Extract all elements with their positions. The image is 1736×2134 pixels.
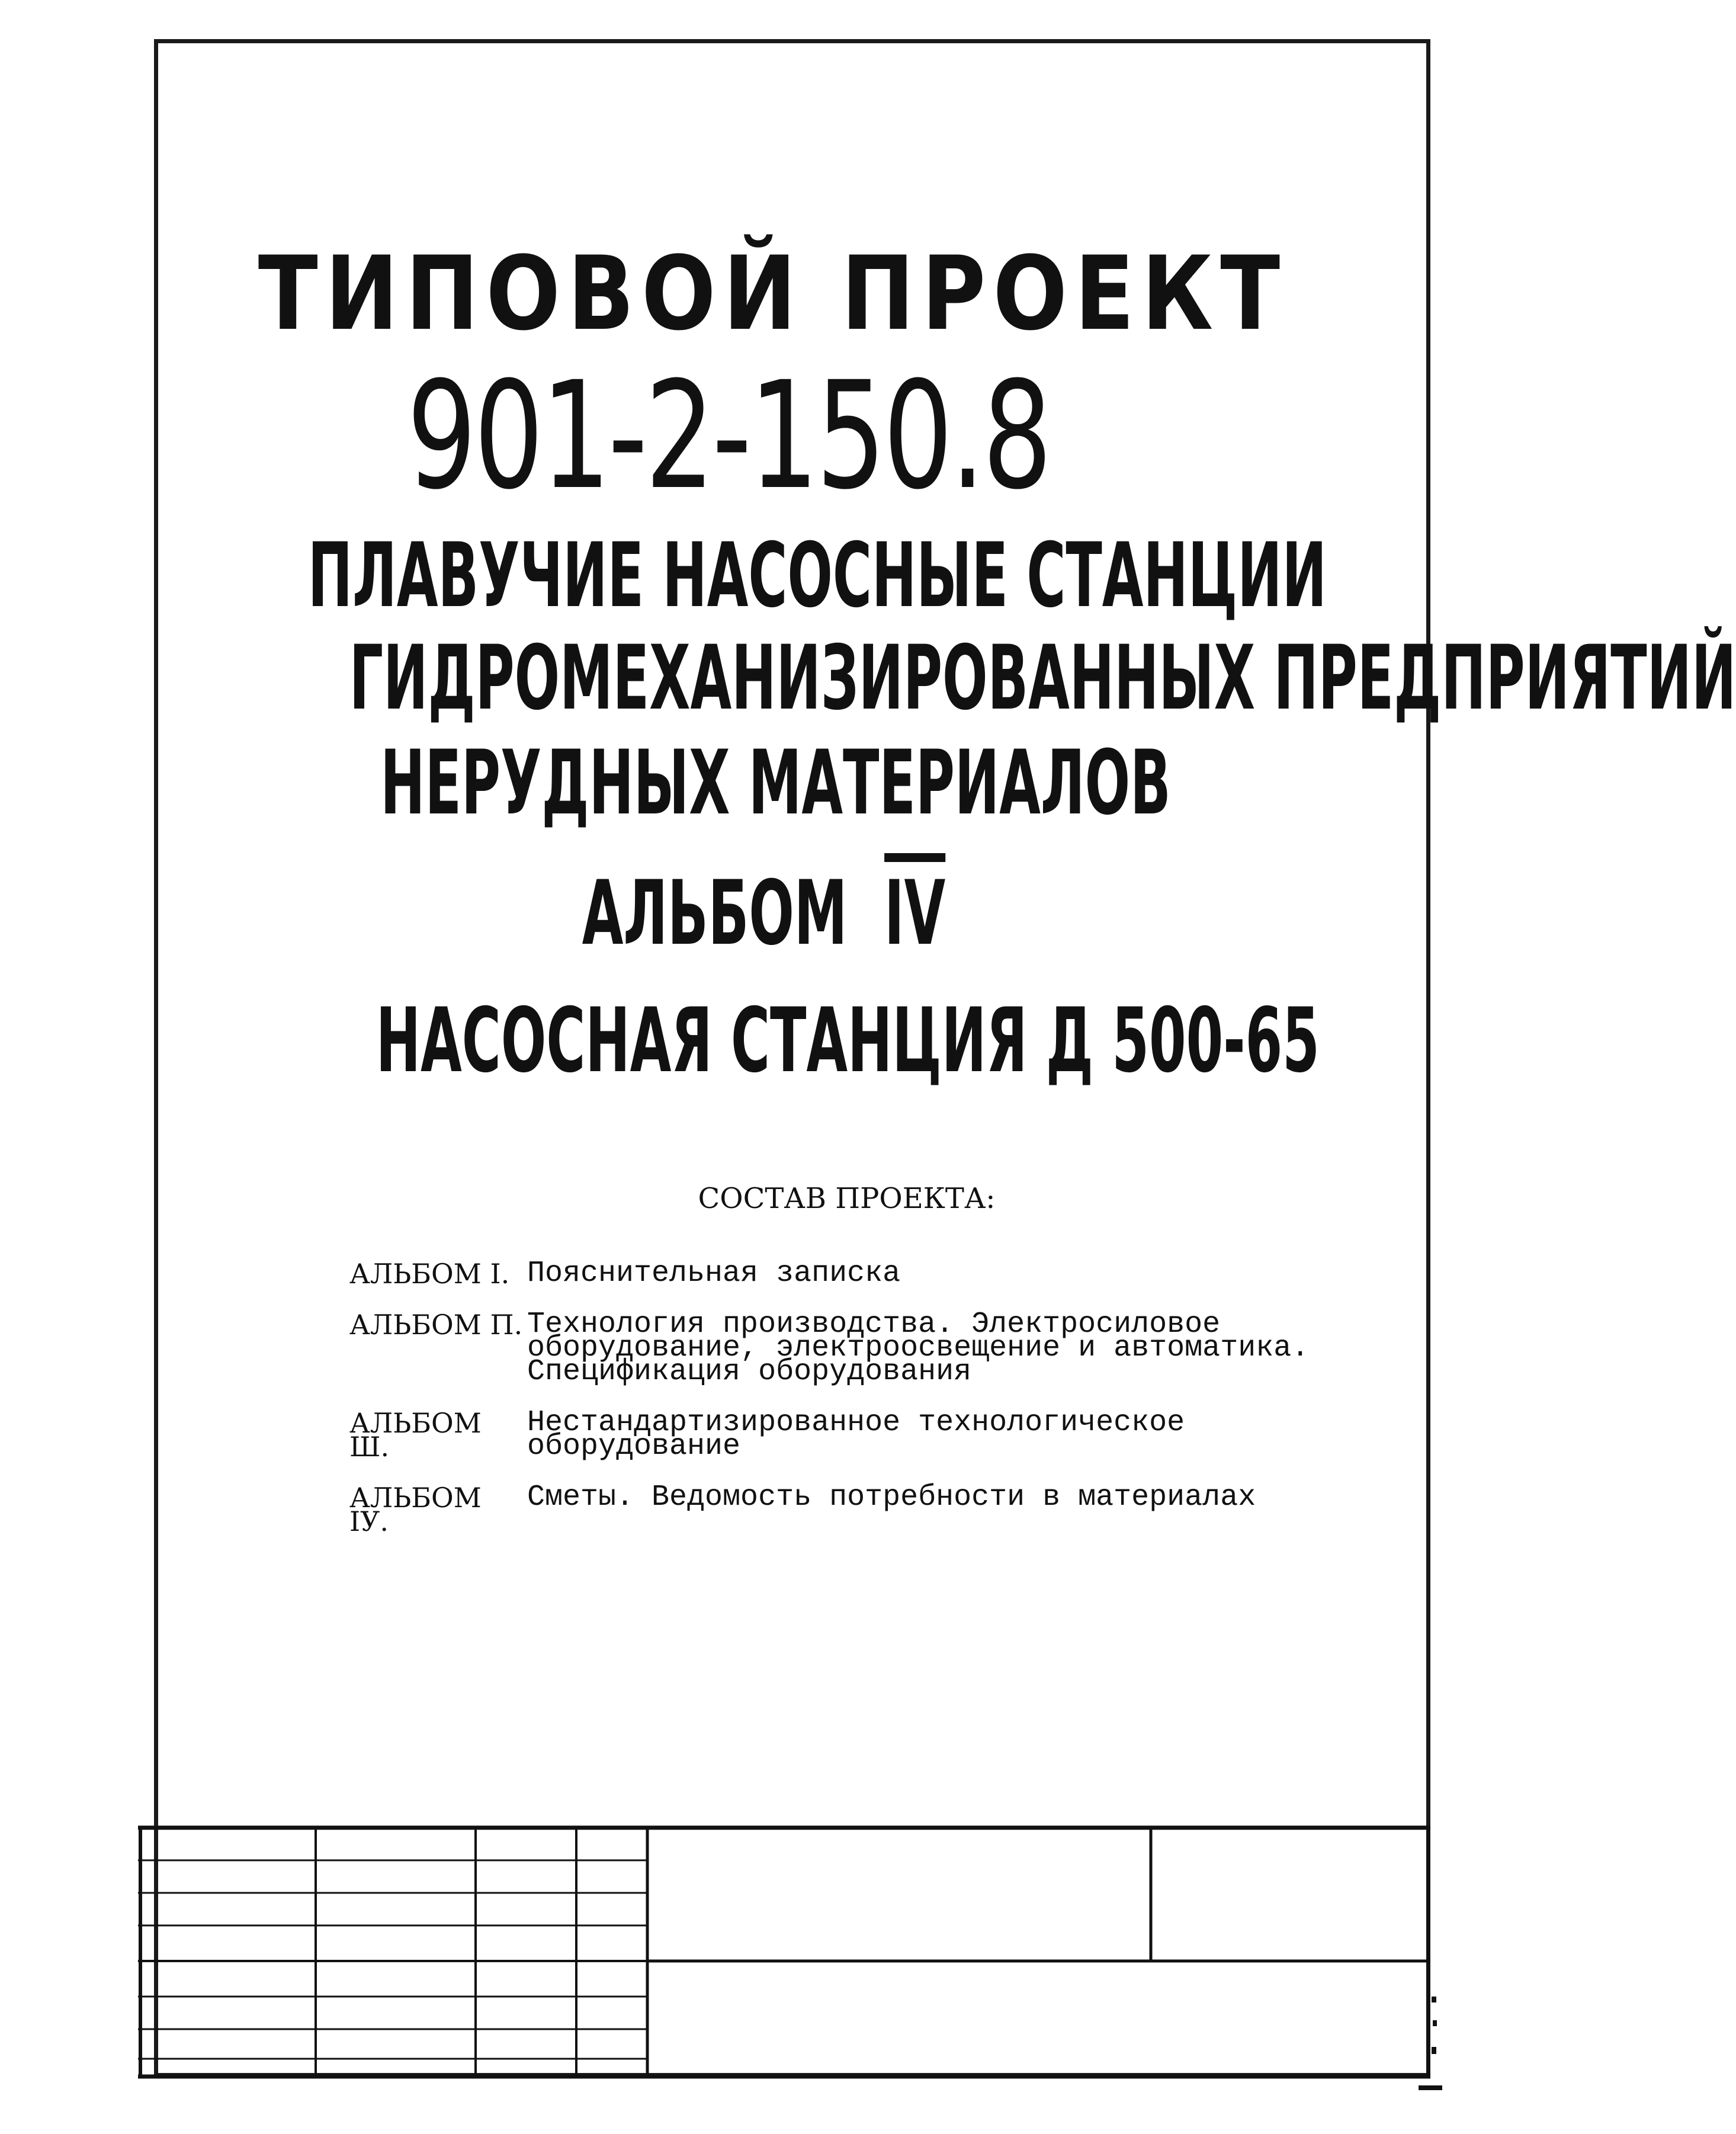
title-block-grid [138, 1825, 1430, 2079]
title-block-stamp [138, 1825, 1430, 2079]
album-item-text: Нестандартизированное технологическое оборудование [527, 1406, 1185, 1463]
composition-list [349, 1257, 1386, 1561]
list-item [349, 1481, 1386, 1537]
scan-edge-marks [1419, 1991, 1442, 2097]
album-heading [302, 862, 1225, 965]
list-item [349, 1308, 1386, 1389]
title-line-3: НЕРУДНЫХ МАТЕРИАЛОВ [380, 732, 1171, 835]
title-line-1: ПЛАВУЧИЕ НАСОСНЫЕ СТАНЦИИ [307, 524, 1327, 627]
album-label: АЛЬБОМ [582, 862, 848, 965]
album-number: $\overline{IV}$ [884, 862, 946, 965]
list-item [349, 1257, 1386, 1290]
album-item-label: АЛЬБОМ Ш. [349, 1407, 482, 1463]
station-heading: НАСОСНАЯ СТАНЦИЯ Д 500-65 [376, 989, 1320, 1092]
album-item-label: АЛЬБОМ IУ. [349, 1482, 482, 1537]
title-line-2: ГИДРОМЕХАНИЗИРОВАННЫХ ПРЕДПРИЯТИЙ [349, 627, 1736, 730]
composition-heading: СОСТАВ ПРОЕКТА: [698, 1182, 996, 1215]
album-item-label: АЛЬБОМ I. [349, 1258, 510, 1290]
album-item-text: Сметы. Ведомость потребности в материалах [527, 1481, 1256, 1514]
album-item-text: Технология производства. Электросиловое оборудование, электроосвещение и автоматика. Спецификация оборудования [527, 1308, 1310, 1389]
album-item-label: АЛЬБОМ П. [349, 1309, 523, 1341]
project-type-heading: ТИПОВОЙ ПРОЕКТ [258, 234, 1288, 353]
album-item-text: Пояснительная записка [527, 1257, 901, 1290]
list-item [349, 1406, 1386, 1463]
project-number: 901-2-150.8 [406, 350, 1050, 522]
